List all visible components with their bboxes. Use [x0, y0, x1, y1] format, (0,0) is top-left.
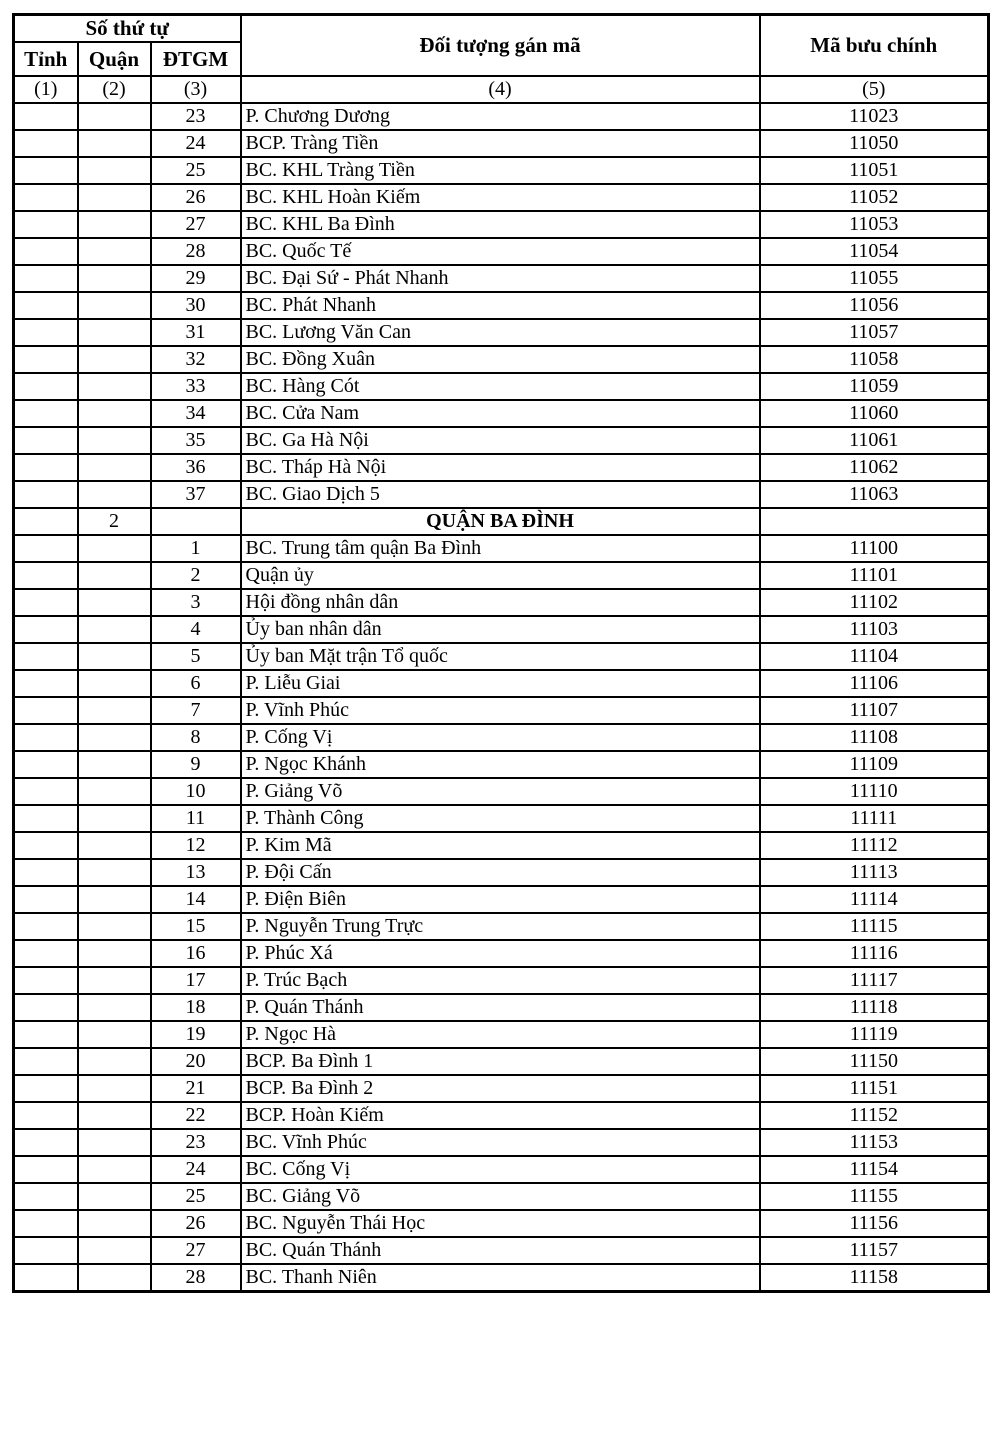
cell-ma-buu-chinh: 11104 [760, 643, 989, 670]
header-doi-tuong-gan-ma: Đối tượng gán mã [241, 15, 760, 77]
cell-doi-tuong: BC. Trung tâm quận Ba Đình [241, 535, 760, 562]
cell-doi-tuong: BC. Nguyễn Thái Học [241, 1210, 760, 1237]
header-tinh: Tỉnh [14, 42, 78, 76]
cell-dtgm: 23 [151, 103, 241, 130]
cell-quan [78, 1075, 151, 1102]
cell-tinh [14, 994, 78, 1021]
cell-quan [78, 481, 151, 508]
cell-quan [78, 940, 151, 967]
cell-ma-buu-chinh: 11156 [760, 1210, 989, 1237]
cell-tinh [14, 319, 78, 346]
cell-tinh [14, 157, 78, 184]
cell-doi-tuong: BCP. Ba Đình 2 [241, 1075, 760, 1102]
cell-ma-buu-chinh: 11055 [760, 265, 989, 292]
cell-doi-tuong: Ủy ban Mặt trận Tổ quốc [241, 643, 760, 670]
cell-ma-buu-chinh: 11112 [760, 832, 989, 859]
table-header [14, 15, 989, 104]
table-row [14, 346, 989, 373]
table-row [14, 1048, 989, 1075]
cell-doi-tuong: Ủy ban nhân dân [241, 616, 760, 643]
table-row [14, 670, 989, 697]
cell-dtgm: 6 [151, 670, 241, 697]
cell-doi-tuong: P. Trúc Bạch [241, 967, 760, 994]
cell-dtgm: 26 [151, 1210, 241, 1237]
table-row [14, 481, 989, 508]
cell-ma-buu-chinh: 11061 [760, 427, 989, 454]
table-row [14, 751, 989, 778]
cell-doi-tuong: P. Vĩnh Phúc [241, 697, 760, 724]
table-row [14, 778, 989, 805]
cell-tinh [14, 1210, 78, 1237]
table-row [14, 1129, 989, 1156]
cell-tinh [14, 1264, 78, 1291]
section-row [14, 508, 989, 535]
cell-ma-buu-chinh: 11062 [760, 454, 989, 481]
cell-dtgm: 27 [151, 1237, 241, 1264]
cell-dtgm: 29 [151, 265, 241, 292]
table-row [14, 292, 989, 319]
cell-doi-tuong: BCP. Tràng Tiền [241, 130, 760, 157]
cell-quan [78, 1129, 151, 1156]
cell-doi-tuong: BC. Vĩnh Phúc [241, 1129, 760, 1156]
cell-quan [78, 292, 151, 319]
cell-dtgm: 26 [151, 184, 241, 211]
cell-ma-buu-chinh: 11152 [760, 1102, 989, 1129]
cell-doi-tuong: P. Giảng Võ [241, 778, 760, 805]
cell-ma-buu-chinh: 11111 [760, 805, 989, 832]
cell-dtgm: 33 [151, 373, 241, 400]
index-label-3: (3) [151, 76, 241, 103]
cell-ma-buu-chinh: 11153 [760, 1129, 989, 1156]
cell-dtgm: 1 [151, 535, 241, 562]
cell-quan [78, 400, 151, 427]
cell-tinh [14, 1129, 78, 1156]
cell-tinh [14, 1075, 78, 1102]
cell-ma-buu-chinh: 11114 [760, 886, 989, 913]
header-quan: Quận [78, 42, 151, 76]
cell-tinh [14, 535, 78, 562]
cell-tinh [14, 616, 78, 643]
cell-ma-buu-chinh: 11151 [760, 1075, 989, 1102]
cell-doi-tuong: BC. Giảng Võ [241, 1183, 760, 1210]
cell-quan [78, 562, 151, 589]
cell-dtgm: 28 [151, 238, 241, 265]
cell-dtgm: 28 [151, 1264, 241, 1291]
cell-ma-buu-chinh: 11154 [760, 1156, 989, 1183]
cell-tinh [14, 1102, 78, 1129]
cell-tinh [14, 400, 78, 427]
cell-ma-buu-chinh: 11118 [760, 994, 989, 1021]
cell-quan [78, 1183, 151, 1210]
cell-ma-buu-chinh: 11107 [760, 697, 989, 724]
table-row [14, 238, 989, 265]
cell-doi-tuong: Hội đồng nhân dân [241, 589, 760, 616]
cell-ma-buu-chinh: 11157 [760, 1237, 989, 1264]
cell-quan [78, 1237, 151, 1264]
index-label-4: (4) [241, 76, 760, 103]
index-label-5: (5) [760, 76, 989, 103]
cell-ma-buu-chinh: 11115 [760, 913, 989, 940]
cell-ma-buu-chinh: 11058 [760, 346, 989, 373]
cell-quan [78, 454, 151, 481]
header-dtgm: ĐTGM [151, 42, 241, 76]
cell-dtgm: 15 [151, 913, 241, 940]
cell-ma-buu-chinh: 11063 [760, 481, 989, 508]
table-row [14, 184, 989, 211]
table-row [14, 373, 989, 400]
cell-quan [78, 859, 151, 886]
cell-tinh [14, 832, 78, 859]
cell-tinh [14, 346, 78, 373]
cell-dtgm: 37 [151, 481, 241, 508]
cell-doi-tuong: P. Liễu Giai [241, 670, 760, 697]
cell-tinh [14, 886, 78, 913]
cell-ma-buu-chinh: 11106 [760, 670, 989, 697]
table-row [14, 1156, 989, 1183]
cell-doi-tuong: P. Điện Biên [241, 886, 760, 913]
cell-quan [78, 697, 151, 724]
cell-tinh [14, 481, 78, 508]
cell-doi-tuong: BC. Thanh Niên [241, 1264, 760, 1291]
cell-dtgm: 25 [151, 157, 241, 184]
cell-doi-tuong: BC. Tháp Hà Nội [241, 454, 760, 481]
table-row [14, 967, 989, 994]
cell-ma-buu-chinh [760, 508, 989, 535]
cell-dtgm: 20 [151, 1048, 241, 1075]
cell-quan [78, 265, 151, 292]
cell-tinh [14, 751, 78, 778]
cell-dtgm: 12 [151, 832, 241, 859]
table-row [14, 724, 989, 751]
cell-ma-buu-chinh: 11158 [760, 1264, 989, 1291]
cell-quan [78, 886, 151, 913]
cell-quan [78, 130, 151, 157]
cell-tinh [14, 1048, 78, 1075]
table-row [14, 859, 989, 886]
cell-quan [78, 778, 151, 805]
table-row [14, 319, 989, 346]
cell-ma-buu-chinh: 11110 [760, 778, 989, 805]
cell-quan [78, 832, 151, 859]
cell-tinh [14, 211, 78, 238]
cell-tinh [14, 1156, 78, 1183]
cell-quan [78, 967, 151, 994]
cell-dtgm: 27 [151, 211, 241, 238]
cell-dtgm: 18 [151, 994, 241, 1021]
cell-tinh [14, 427, 78, 454]
cell-tinh [14, 184, 78, 211]
cell-dtgm: 3 [151, 589, 241, 616]
cell-doi-tuong: P. Cống Vị [241, 724, 760, 751]
cell-dtgm: 4 [151, 616, 241, 643]
cell-tinh [14, 967, 78, 994]
cell-doi-tuong: P. Đội Cấn [241, 859, 760, 886]
cell-doi-tuong: P. Nguyễn Trung Trực [241, 913, 760, 940]
cell-tinh [14, 805, 78, 832]
header-ma-buu-chinh: Mã bưu chính [760, 15, 989, 77]
cell-quan [78, 373, 151, 400]
table-row [14, 1183, 989, 1210]
cell-tinh [14, 454, 78, 481]
cell-ma-buu-chinh: 11100 [760, 535, 989, 562]
cell-tinh [14, 697, 78, 724]
table-row [14, 454, 989, 481]
table-row [14, 1210, 989, 1237]
cell-tinh [14, 1237, 78, 1264]
cell-doi-tuong: BC. Đồng Xuân [241, 346, 760, 373]
table-row [14, 265, 989, 292]
cell-ma-buu-chinh: 11113 [760, 859, 989, 886]
cell-dtgm: 23 [151, 1129, 241, 1156]
cell-doi-tuong: BCP. Hoàn Kiếm [241, 1102, 760, 1129]
cell-dtgm: 17 [151, 967, 241, 994]
cell-quan [78, 805, 151, 832]
cell-quan [78, 1156, 151, 1183]
table-row [14, 643, 989, 670]
cell-quan [78, 1102, 151, 1129]
cell-quan: 2 [78, 508, 151, 535]
cell-dtgm: 31 [151, 319, 241, 346]
cell-dtgm: 8 [151, 724, 241, 751]
cell-doi-tuong: BC. Cửa Nam [241, 400, 760, 427]
table-body [14, 103, 989, 1291]
table-row [14, 1264, 989, 1291]
cell-doi-tuong: BC. Phát Nhanh [241, 292, 760, 319]
table-row [14, 427, 989, 454]
cell-quan [78, 1048, 151, 1075]
cell-quan [78, 346, 151, 373]
cell-doi-tuong: BC. Quốc Tế [241, 238, 760, 265]
cell-quan [78, 238, 151, 265]
cell-doi-tuong: BC. KHL Ba Đình [241, 211, 760, 238]
cell-doi-tuong: P. Kim Mã [241, 832, 760, 859]
cell-tinh [14, 130, 78, 157]
cell-quan [78, 103, 151, 130]
cell-tinh [14, 778, 78, 805]
cell-quan [78, 724, 151, 751]
cell-dtgm: 16 [151, 940, 241, 967]
cell-tinh [14, 508, 78, 535]
cell-doi-tuong: BC. Ga Hà Nội [241, 427, 760, 454]
cell-ma-buu-chinh: 11056 [760, 292, 989, 319]
cell-tinh [14, 1183, 78, 1210]
header-so-thu-tu: Số thứ tự [14, 15, 241, 43]
cell-ma-buu-chinh: 11108 [760, 724, 989, 751]
cell-quan [78, 184, 151, 211]
cell-quan [78, 211, 151, 238]
table-row [14, 1237, 989, 1264]
table-row [14, 535, 989, 562]
cell-dtgm: 13 [151, 859, 241, 886]
cell-doi-tuong: P. Quán Thánh [241, 994, 760, 1021]
cell-ma-buu-chinh: 11060 [760, 400, 989, 427]
cell-tinh [14, 265, 78, 292]
cell-dtgm: 10 [151, 778, 241, 805]
cell-doi-tuong: BC. Hàng Cót [241, 373, 760, 400]
cell-tinh [14, 238, 78, 265]
cell-dtgm: 11 [151, 805, 241, 832]
table-row [14, 103, 989, 130]
cell-doi-tuong: BC. Đại Sứ - Phát Nhanh [241, 265, 760, 292]
cell-quan [78, 1264, 151, 1291]
cell-dtgm: 14 [151, 886, 241, 913]
cell-dtgm [151, 508, 241, 535]
cell-dtgm: 19 [151, 1021, 241, 1048]
cell-dtgm: 22 [151, 1102, 241, 1129]
table-row [14, 130, 989, 157]
cell-dtgm: 34 [151, 400, 241, 427]
table-row [14, 994, 989, 1021]
table-row [14, 913, 989, 940]
cell-doi-tuong: P. Chương Dương [241, 103, 760, 130]
table-row [14, 805, 989, 832]
cell-ma-buu-chinh: 11023 [760, 103, 989, 130]
cell-tinh [14, 562, 78, 589]
table-row [14, 886, 989, 913]
cell-doi-tuong: BC. Giao Dịch 5 [241, 481, 760, 508]
cell-ma-buu-chinh: 11150 [760, 1048, 989, 1075]
cell-doi-tuong: BC. KHL Hoàn Kiếm [241, 184, 760, 211]
cell-quan [78, 535, 151, 562]
cell-ma-buu-chinh: 11155 [760, 1183, 989, 1210]
cell-ma-buu-chinh: 11051 [760, 157, 989, 184]
index-label-1: (1) [14, 76, 78, 103]
cell-tinh [14, 940, 78, 967]
cell-dtgm: 9 [151, 751, 241, 778]
cell-quan [78, 913, 151, 940]
header-row-group [14, 15, 989, 43]
table-row [14, 562, 989, 589]
cell-quan [78, 670, 151, 697]
cell-ma-buu-chinh: 11101 [760, 562, 989, 589]
cell-tinh [14, 913, 78, 940]
cell-doi-tuong: BCP. Ba Đình 1 [241, 1048, 760, 1075]
cell-quan [78, 751, 151, 778]
cell-dtgm: 24 [151, 1156, 241, 1183]
cell-doi-tuong: BC. KHL Tràng Tiền [241, 157, 760, 184]
cell-tinh [14, 859, 78, 886]
cell-ma-buu-chinh: 11054 [760, 238, 989, 265]
cell-doi-tuong: P. Ngọc Khánh [241, 751, 760, 778]
cell-dtgm: 7 [151, 697, 241, 724]
cell-doi-tuong: P. Phúc Xá [241, 940, 760, 967]
cell-quan [78, 319, 151, 346]
table-row [14, 940, 989, 967]
cell-dtgm: 36 [151, 454, 241, 481]
cell-dtgm: 24 [151, 130, 241, 157]
table-row [14, 1102, 989, 1129]
cell-tinh [14, 373, 78, 400]
cell-quan [78, 1210, 151, 1237]
cell-ma-buu-chinh: 11059 [760, 373, 989, 400]
table-row [14, 1021, 989, 1048]
cell-quan [78, 589, 151, 616]
cell-ma-buu-chinh: 11117 [760, 967, 989, 994]
cell-dtgm: 21 [151, 1075, 241, 1102]
table-row [14, 1075, 989, 1102]
index-label-2: (2) [78, 76, 151, 103]
cell-doi-tuong: BC. Quán Thánh [241, 1237, 760, 1264]
cell-tinh [14, 103, 78, 130]
cell-doi-tuong: BC. Lương Văn Can [241, 319, 760, 346]
cell-doi-tuong: QUẬN BA ĐÌNH [241, 508, 760, 535]
cell-ma-buu-chinh: 11052 [760, 184, 989, 211]
cell-ma-buu-chinh: 11119 [760, 1021, 989, 1048]
cell-doi-tuong: P. Thành Công [241, 805, 760, 832]
cell-tinh [14, 643, 78, 670]
cell-doi-tuong: Quận ủy [241, 562, 760, 589]
cell-tinh [14, 724, 78, 751]
postal-code-table [12, 13, 990, 1293]
cell-quan [78, 1021, 151, 1048]
cell-dtgm: 30 [151, 292, 241, 319]
cell-tinh [14, 292, 78, 319]
cell-ma-buu-chinh: 11102 [760, 589, 989, 616]
cell-tinh [14, 1021, 78, 1048]
cell-dtgm: 2 [151, 562, 241, 589]
cell-ma-buu-chinh: 11109 [760, 751, 989, 778]
cell-tinh [14, 670, 78, 697]
cell-dtgm: 25 [151, 1183, 241, 1210]
table-row [14, 211, 989, 238]
cell-doi-tuong: BC. Cống Vị [241, 1156, 760, 1183]
header-row-indices [14, 76, 989, 103]
cell-quan [78, 427, 151, 454]
cell-dtgm: 5 [151, 643, 241, 670]
cell-ma-buu-chinh: 11053 [760, 211, 989, 238]
table-row [14, 697, 989, 724]
cell-quan [78, 643, 151, 670]
cell-ma-buu-chinh: 11116 [760, 940, 989, 967]
cell-ma-buu-chinh: 11050 [760, 130, 989, 157]
cell-quan [78, 157, 151, 184]
cell-dtgm: 35 [151, 427, 241, 454]
cell-tinh [14, 589, 78, 616]
table-row [14, 616, 989, 643]
cell-ma-buu-chinh: 11103 [760, 616, 989, 643]
table-row [14, 157, 989, 184]
cell-ma-buu-chinh: 11057 [760, 319, 989, 346]
cell-dtgm: 32 [151, 346, 241, 373]
table-row [14, 400, 989, 427]
cell-quan [78, 616, 151, 643]
table-row [14, 589, 989, 616]
cell-quan [78, 994, 151, 1021]
cell-doi-tuong: P. Ngọc Hà [241, 1021, 760, 1048]
table-row [14, 832, 989, 859]
